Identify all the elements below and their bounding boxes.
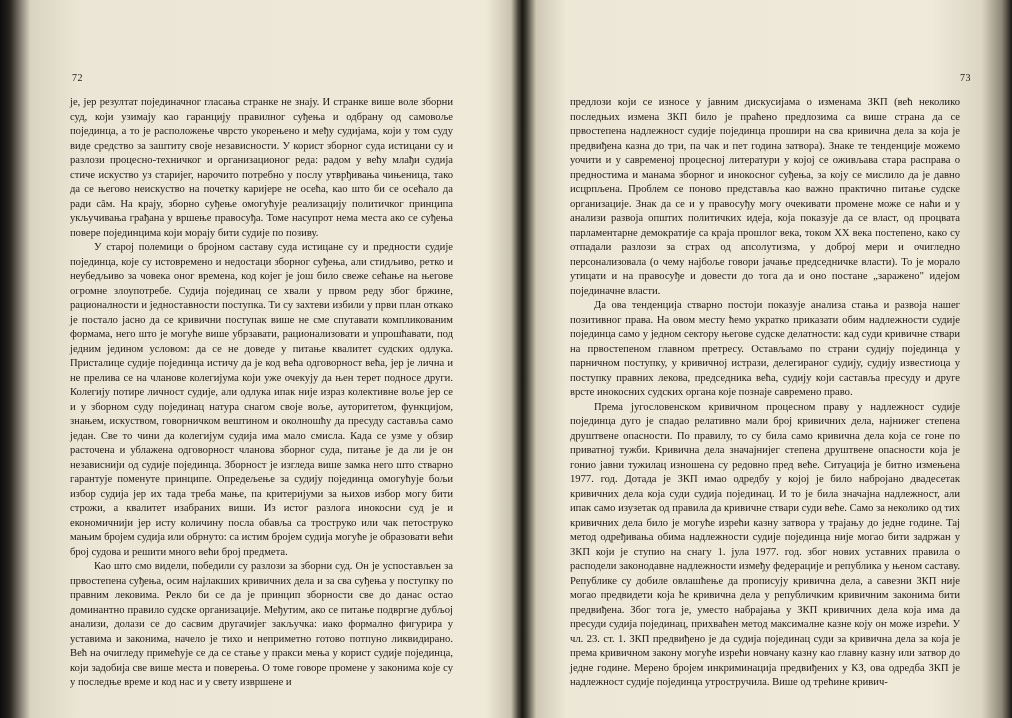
body-text [70, 96, 453, 691]
body-text [570, 96, 960, 691]
paragraph: предлози који се износе у јавним дискусијама о изменама ЗКП (већ неколико последњих измена ЗКП било је праћено предлозима са више страна да се првостепена надлежност судије појединца прошири на сва кривична дела за која је предвиђена казна до три, па чак и пет година затвора). Знаке те тенденције можемо уочити и у савременој процесној литератури у којој се оживљава стара расправа о предностима и манама зборног и инокосног суђења, за коју се мислило да је давно исцрпљена. Проблем се поново представља као важно практично питање судске организације. Знак да се и у правосуђу могу очекивати промене може се наћи и у анализи развоја општих политичких идеја, која показује да се власт, од процвата парламентарне демократије са краја прошлог века, током XX века постепено, како су отпадали разлози за страх од апсолутизма, у доброј мери и очигледно персонализовала (о чему најбоље говори јачање председничке власти). То је морало утицати и на правосуђе и довести до тога да и оно постане „заражено" идејом појединачне власти. [570, 97, 960, 297]
page-number: 72 [72, 73, 83, 84]
paragraph: је, јер резултат појединачног гласања странке не знају. И странке више воле зборни суд, који узимају као гаранцију правилног суђења и одбрану од самовоље појединца, а то је расположење чврсто укорењено и међу судијама, који у том суду виде средство за заштиту своје независности. У корист зборног суда истицани су и разлози процесно-техничког и организационог реда: радом у већу млађи судија стиче искуство уз старијег, нарочито потребно у послу утврђивања чињеница, тако да се његово неискуство на почетку каријере не осећа, као што би се осећало да ради сâм. На крају, зборно суђење омогућује реализацију политичког принципа укључивања грађана у вршење правосуђа. Томе насупрот нема места ако се суђења повере појединцима који морају бити судије по позиву. [70, 97, 453, 239]
paragraph: Да ова тенденција стварно постоји показује анализа стања и развоја нашег позитивног права. На овом месту ћемо укратко приказати обим надлежности судије појединца само у једном сектору његове судске делатности: кад суди кривичне ствари на првостепеном главном претресу. Остављамо по страни судију појединца у парничном поступку, у кривичној истрази, делегираног судију, судију известиоца у поступку правних лекова, председника већа, судију који саставља пресуду и друге врсте инокосних судских органа које познаје савремено право. [570, 300, 960, 398]
paragraph: Као што смо видели, победили су разлози за зборни суд. Он је успостављен за првостепена суђења, осим најлакших кривичних дела и за сва суђења у поступку по правним лековима. Рекло би се да је принцип зборности све до данас остао доминантно правило судске организације. Међутим, ако се питање подвргне дубљој анализи, долази се до сасвим другачијег закључка: иако формално фигурира у уставима и законима, начело је тихо и неприметно готово потпуно ликвидирано. Већ на очигледу примећује се да се стање у пракси мења у корист судије појединца, који задобија све више места и поверења. О томе говоре промене у законима које су у последње време и код нас и у свету извршене и [70, 561, 453, 688]
right-page [523, 0, 1012, 718]
paragraph: Према југословенском кривичном процесном праву у надлежност судије појединца дуго је спадао релативно мали број кривичних дела, најнижег степена друштвене опасности. По правилу, то су била само кривична дела која се гоне по приватној тужби. Кривична дела значајнијег степена друштвене опасности која је гонио јавни тужилац изношена су редовно пред веће. Ситуација је битно измењена 1977. год. Дотада је ЗКП имао одредбу у којој је било набројано двадесетак кривичних дела која суди судија појединац. И то је била значајна надлежност, али ипак само изузетак од правила да кривичне ствари суди веће. Само за неколико од тих кривичних дела било је могуће изрећи казну затвора у трајању до једне године. Тај метод одређивања обима надлежности судије појединца није могао бити задржан у ЗКП који је ступио на снагу 1. јула 1977. год. због нових уставних правила о расподели законодавне надлежности између федерације и република у њеном саставу. Републике су добиле овлашћење да прописују кривична дела, а савезни ЗКП није могао предвидети која ће кривична дела у републичким кривичним законима бити предвиђена. Због тога је, уместо набрајања у ЗКП кривичних дела која има да пресуди судија појединац, прихваћен метод максималне казне коју он може изрећи. У чл. 23. ст. 1. ЗКП предвиђено је да судија појединац суди за кривична дела за која је према кривичном закону могуће изрећи новчану казну као главну казну или затвор до једне године. Мерено бројем инкриминација предвиђених у КЗ, ова одредба ЗКП је надлежност судије појединца утростручила. Више од трећине кривич- [570, 401, 960, 688]
paragraph: У старој полемици о бројном саставу суда истицане су и предности судије појединца, које су истовремено и недостаци зборног суђења, али стидљиво, ретко и неубедљиво за човека оног времена, код којег је још било свеже сећање на његове огромне злоупотребе. Судија појединац се хвали у првом реду због бржине, рационалности и једноставности поступка. Ти су захтеви избили у први план откако је постало јасно да се кривични поступак више не сме спутавати компликованим формама, него што је могуће више убрзавати, рационализовати и упрошћавати, под једним једином условом: да се не доведе у питање квалитет судских одлука. Присталице судије појединца истичу да је код већа одговорност већа, јер је лична и не прелива се на чланове колегијума који уже очекују да њен терет подносе други. Колегију потире личност судије, али одлука ипак није израз колективне воље јер се и у зборном суду појединац натура снагом своје воље, ауторитетом, функцијом, знањем, искуством, говорничком вештином и околношћу да пресуду саставља само један. Све то чини да колегијум судија има мало смисла. Када се узме у обзир расточена и ублажена одговорност чланова зборног суда, питање је да ли је он независнији од судије појединца. Зборност је изгледа више замка него што стварно гарантује поменуте принципе. Опредељење за судију појединца омогућује бољи избор судија јер их тада треба мање, па критеријуми за њихов избор могу бити строжи, а квалитет изабраних виши. Из истог разлога инокосни суд је и економичнији јер исту количину посла обавља са троструко или чак петоструко мањим бројем судија или обрнуто: са истим бројем судија могуће је образовати већи број судова и решити много већи број предмета. [70, 242, 453, 558]
page-number: 73 [960, 73, 971, 84]
